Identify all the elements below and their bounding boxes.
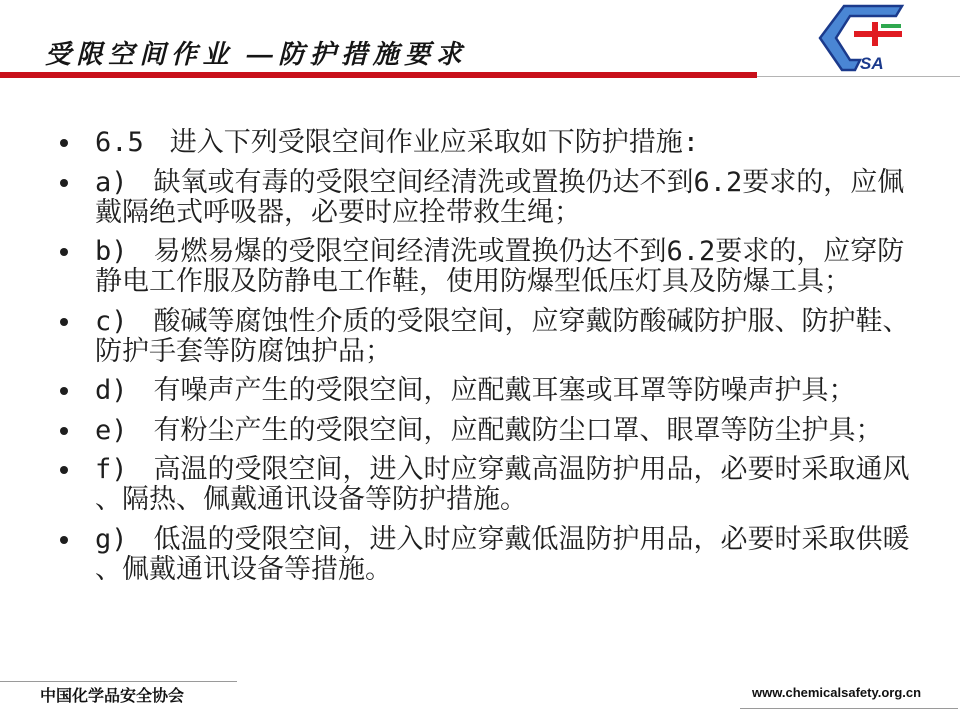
list-item [95, 237, 925, 297]
list-item [95, 128, 925, 158]
item-line [95, 485, 925, 515]
item-line [95, 376, 925, 406]
item-line [95, 198, 925, 228]
logo-text: SA [860, 54, 884, 73]
item-line [95, 337, 925, 367]
item-text: 戴隔绝式呼吸器，必要时应拴带救生绳； [95, 196, 581, 228]
item-text: 易燃易爆的受限空间经清洗或置换仍达不到6.2要求的，应穿防 [153, 236, 905, 267]
logo-cross-vertical [872, 22, 878, 46]
item-label: d) [95, 375, 128, 406]
footer-organization: 中国化学品安全协会 [40, 688, 185, 705]
item-text: 有粉尘产生的受限空间，应配戴防尘口罩、眼罩等防尘护具； [153, 414, 883, 446]
item-line [95, 307, 925, 337]
item-text: 高温的受限空间，进入时应穿戴高温防护用品，必要时采取通风 [153, 454, 910, 485]
item-line [95, 416, 925, 446]
list-item [95, 376, 925, 406]
header-rule [757, 76, 960, 77]
measures-list [95, 128, 925, 594]
item-line [95, 237, 925, 267]
footer-rule [740, 708, 958, 709]
item-label: b) [95, 236, 128, 267]
bullet-icon [60, 427, 68, 435]
slide-title: 受限空间作业 —防护措施要求 [45, 39, 468, 69]
item-line [95, 455, 925, 485]
item-line [95, 555, 925, 585]
bullet-icon [60, 179, 68, 187]
csa-logo [814, 2, 906, 74]
bullet-icon [60, 387, 68, 395]
item-text: 、佩戴通讯设备等措施。 [95, 553, 392, 585]
item-text: 酸碱等腐蚀性介质的受限空间，应穿戴防酸碱防护服、防护鞋、 [153, 305, 910, 337]
bullet-icon [60, 318, 68, 326]
item-text: 防护手套等防腐蚀护品； [95, 335, 392, 367]
item-label: c) [95, 305, 128, 337]
list-item [95, 525, 925, 585]
item-text: 、隔热、佩戴通讯设备等防护措施。 [95, 484, 527, 515]
list-item [95, 307, 925, 367]
title-accent-bar [0, 72, 757, 78]
bullet-icon [60, 139, 68, 147]
logo-green-bar [881, 24, 901, 28]
footer-website: www.chemicalsafety.org.cn [752, 685, 922, 700]
item-label: e) [95, 414, 128, 446]
item-label: g) [95, 523, 128, 555]
item-label: f) [95, 454, 128, 485]
item-line [95, 525, 925, 555]
item-text: 静电工作服及防静电工作鞋，使用防爆型低压灯具及防爆工具； [95, 266, 851, 297]
footer-rule [0, 681, 237, 682]
item-text: 低温的受限空间，进入时应穿戴低温防护用品，必要时采取供暖 [153, 523, 910, 555]
list-item [95, 168, 925, 228]
bullet-icon [60, 536, 68, 544]
item-text: 缺氧或有毒的受限空间经清洗或置换仍达不到6.2要求的，应佩 [153, 166, 905, 198]
item-text: 有噪声产生的受限空间，应配戴耳塞或耳罩等防噪声护具； [153, 375, 856, 406]
item-line [95, 128, 925, 158]
item-label: 6.5 [95, 127, 144, 158]
item-text: 进入下列受限空间作业应采取如下防护措施: [169, 127, 700, 158]
item-line [95, 267, 925, 297]
bullet-icon [60, 248, 68, 256]
item-line [95, 168, 925, 198]
list-item [95, 416, 925, 446]
list-item [95, 455, 925, 515]
item-label: a) [95, 166, 128, 198]
bullet-icon [60, 466, 68, 474]
